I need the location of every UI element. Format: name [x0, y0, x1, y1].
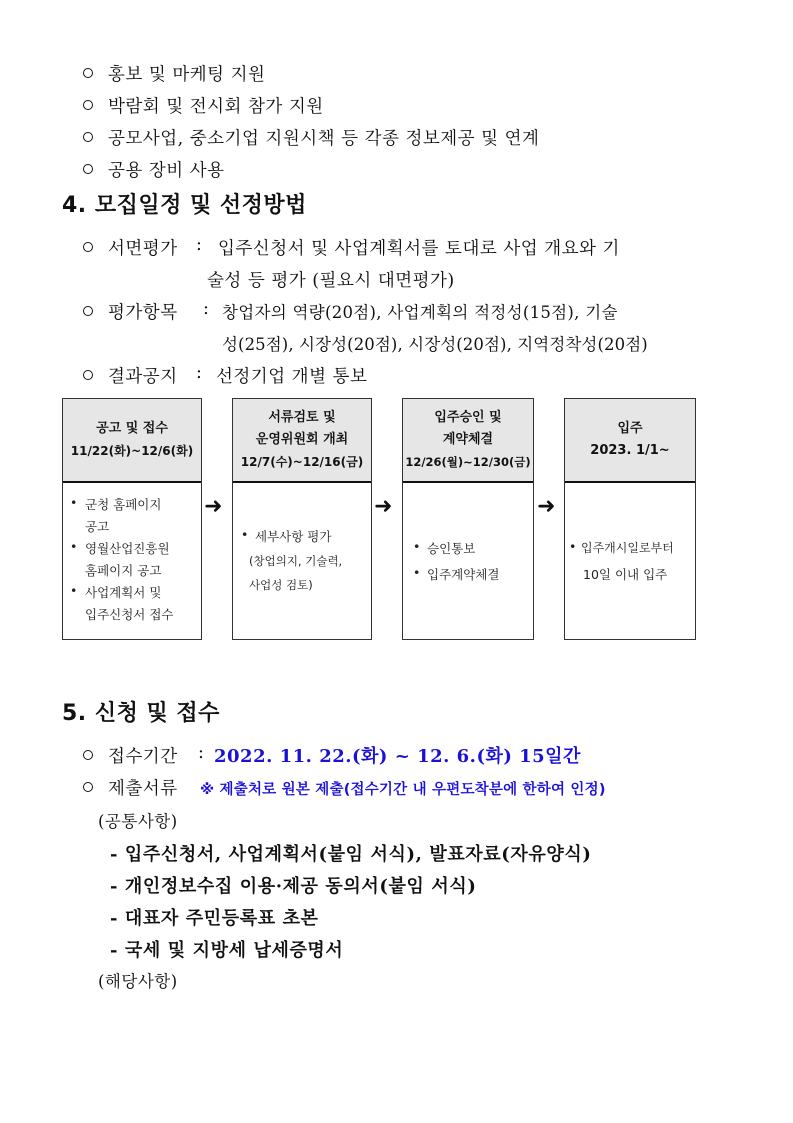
- criteria-text: 창업자의 역량(20점), 사업계획의 적정성(15점), 기술: [222, 303, 618, 322]
- stage-item: 승인통보: [427, 541, 476, 556]
- applicable-label: (해당사항): [98, 972, 178, 991]
- stage-item: 입주개시일로부터: [581, 541, 674, 555]
- stage-item: 사업성 검토): [249, 578, 313, 592]
- bullet-dot: •: [413, 539, 421, 554]
- stage-item: 입주계약체결: [427, 567, 500, 582]
- result-text: 선정기업 개별 통보: [216, 367, 368, 387]
- stage-header: [233, 399, 371, 483]
- period-label: 접수기간: [108, 747, 178, 767]
- circle-bullet-icon: [83, 132, 93, 142]
- stage-item: 사업계획서 및: [85, 585, 162, 600]
- period-value: 2022. 11. 22.(화) ~ 12. 6.(화) 15일간: [214, 746, 581, 767]
- stage-approval: [402, 398, 534, 640]
- circle-bullet-icon: [83, 164, 93, 174]
- criteria-text-cont: 성(25점), 시장성(20점), 시장성(20점), 지역정착성(20점): [222, 335, 648, 354]
- circle-bullet-icon: [83, 370, 93, 380]
- stage-item: 공고: [85, 519, 110, 534]
- docs-label: 제출서류: [108, 779, 178, 799]
- circle-bullet-icon: [83, 306, 93, 316]
- stage-dates: 2023. 1/1~: [590, 443, 670, 458]
- common-item: - 개인정보수집 이용·제공 동의서(붙임 서식): [110, 876, 477, 897]
- colon: :: [196, 363, 203, 383]
- support-item: 홍보 및 마케팅 지원: [108, 65, 266, 85]
- doc-review-text: 입주신청서 및 사업계획서를 토대로 사업 개요와 기: [218, 239, 620, 259]
- common-label: (공통사항): [98, 812, 178, 831]
- stage-body: [403, 483, 533, 639]
- circle-bullet-icon: [83, 242, 93, 252]
- arrow-right-icon: ➜: [537, 494, 556, 519]
- stage-dates: 12/7(수)~12/16(금): [240, 455, 364, 469]
- bullet-dot: •: [70, 583, 78, 598]
- stage-item: 영월산업진흥원: [85, 541, 170, 556]
- stage-body: [63, 483, 201, 639]
- bullet-dot: •: [413, 565, 421, 580]
- docs-note: ※ 제출처로 원본 제출(접수기간 내 우편도착분에 한하여 인정): [200, 782, 606, 798]
- arrow-right-icon: ➜: [204, 494, 223, 519]
- stage-title: 입주: [617, 421, 643, 436]
- bullet-dot: •: [70, 539, 78, 554]
- common-item: - 국세 및 지방세 납세증명서: [110, 940, 344, 961]
- circle-bullet-icon: [83, 750, 93, 760]
- circle-bullet-icon: [83, 782, 93, 792]
- circle-bullet-icon: [83, 68, 93, 78]
- stage-review: [232, 398, 372, 640]
- stage-header: [63, 399, 201, 483]
- stage-item: (창업의지, 기술력,: [249, 554, 343, 568]
- stage-body: [565, 483, 695, 639]
- support-item: 공용 장비 사용: [108, 161, 225, 181]
- stage-title: 공고 및 접수: [96, 421, 168, 436]
- circle-bullet-icon: [83, 100, 93, 110]
- support-item: 박람회 및 전시회 참가 지원: [108, 97, 324, 117]
- common-item: - 대표자 주민등록표 초본: [110, 908, 319, 929]
- colon: :: [196, 235, 203, 255]
- criteria-label: 평가항목: [108, 303, 178, 323]
- stage-move-in: [564, 398, 696, 640]
- stage-item: 10일 이내 입주: [583, 567, 668, 582]
- stage-dates: 11/22(화)~12/6(화): [70, 444, 194, 458]
- stage-body: [233, 483, 371, 639]
- colon: :: [198, 743, 205, 763]
- stage-item: 홈페이지 공고: [85, 563, 162, 578]
- colon: :: [203, 299, 210, 319]
- stage-header: [403, 399, 533, 483]
- stage-title: 입주승인 및: [434, 410, 502, 425]
- arrow-right-icon: ➜: [374, 494, 393, 519]
- stage-title: 서류검토 및: [268, 410, 336, 425]
- stage-item: 세부사항 평가: [255, 529, 332, 544]
- stage-subtitle: 계약체결: [442, 432, 494, 447]
- section4-title: 4. 모집일정 및 선정방법: [62, 193, 307, 218]
- section5-title: 5. 신청 및 접수: [62, 701, 220, 726]
- stage-item: 군청 홈페이지: [85, 497, 162, 512]
- stage-item: 입주신청서 접수: [85, 607, 174, 622]
- result-label: 결과공지: [108, 367, 178, 387]
- doc-review-text-cont: 술성 등 평가 (필요시 대면평가): [207, 271, 455, 291]
- bullet-dot: •: [70, 495, 78, 510]
- support-item: 공모사업, 중소기업 지원시책 등 각종 정보제공 및 연계: [108, 129, 540, 149]
- common-item: - 입주신청서, 사업계획서(붙임 서식), 발표자료(자유양식): [110, 844, 592, 865]
- stage-dates: 12/26(월)~12/30(금): [405, 455, 531, 469]
- stage-announcement: [62, 398, 202, 640]
- stage-subtitle: 운영위원회 개최: [255, 432, 349, 447]
- bullet-dot: •: [241, 527, 249, 542]
- bullet-dot: •: [569, 539, 577, 554]
- stage-header: [565, 399, 695, 483]
- doc-review-label: 서면평가: [108, 239, 178, 259]
